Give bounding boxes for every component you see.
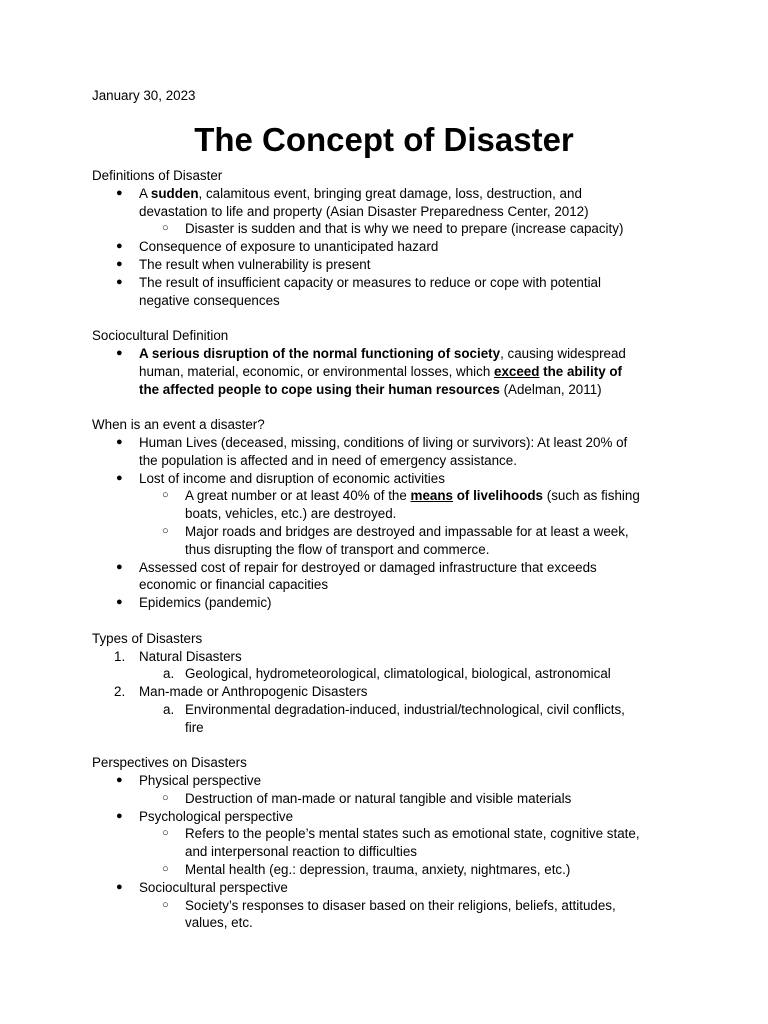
list-item: ● The result when vulnerability is present [116,256,371,272]
circle-marker: ○ [162,863,169,876]
bullet-marker: ● [116,186,123,199]
section-heading: Sociocultural Definition [92,328,229,344]
circle-marker: ○ [162,898,169,911]
circle-marker: ○ [162,524,169,537]
sub-list-item: ○ Major roads and bridges are destroyed and impassable for at least a week, thus disrupting the flow of transport and commerce. [162,523,629,557]
bullet-marker: ● [116,560,123,573]
underlined-emphasis: exceed [494,363,540,379]
list-item: ● A serious disruption of the normal functioning of society, causing widespread human, material, economic, or environmental losses, which exceed the ability of the affected people to cope using their human resources (Adelman, 2011) [116,345,626,397]
section-perspectives [92,754,682,932]
list-item: ● Consequence of exposure to unanticipated hazard [116,239,439,255]
section-heading: Definitions of Disaster [92,168,223,183]
section-sociocultural-definition [92,327,682,398]
list-item: ● Sociocultural perspective [116,879,288,895]
list-item: ● A sudden, calamitous event, bringing great damage, loss, destruction, and devastation to life and property (Asian Disaster Preparedness Center, 2012) [116,185,589,219]
sub-list-item: ○ Mental health (eg.: depression, trauma, anxiety, nightmares, etc.) [162,862,571,878]
bullet-marker: ● [116,774,123,787]
letter-marker: a. [163,666,175,682]
emphasis-text: A serious disruption of the normal functioning of society [139,345,501,361]
section-types-of-disasters [92,630,682,737]
circle-marker: ○ [162,489,169,502]
bullet-marker: ● [116,809,123,822]
list-item: ● Human Lives (deceased, missing, conditions of living or survivors): At least 20% of the population is affected and in need of emergency assistance. [116,434,628,468]
number-marker: 2. [114,684,126,700]
bullet-marker: ● [116,275,123,288]
list-item: ● Assessed cost of repair for destroyed or damaged infrastructure that exceeds economic or financial capacities [116,559,597,593]
lettered-sub-item: a. Geological, hydrometeorological, climatological, biological, astronomical [163,666,611,682]
sub-list-item: ○ Society’s responses to disaser based on their religions, beliefs, attitudes, values, etc. [162,897,616,931]
emphasis-text: sudden [150,185,199,201]
numbered-item: 2. Man-made or Anthropogenic Disasters [114,684,368,700]
section-definitions [92,167,682,309]
letter-marker: a. [163,701,175,717]
list-item: ● Physical perspective [116,773,262,789]
bullet-marker: ● [116,596,123,609]
list-item: ● Lost of income and disruption of economic activities [116,470,445,486]
sub-list-item: ○ Disaster is sudden and that is why we need to prepare (increase capacity) [162,221,624,237]
section-heading: Types of Disasters [92,630,203,646]
document-date: January 30, 2023 [92,88,196,103]
circle-marker: ○ [162,827,169,840]
bullet-marker: ● [116,471,123,484]
bullet-marker: ● [116,257,123,270]
numbered-item: 1. Natural Disasters [114,648,242,664]
circle-marker: ○ [162,222,169,235]
underlined-emphasis: means [410,488,453,504]
bullet-marker: ● [116,880,123,893]
list-item: ● The result of insufficient capacity or measures to reduce or cope with potential negative consequences [116,274,601,308]
section-heading: When is an event a disaster? [92,417,265,433]
sub-list-item: ○ Destruction of man-made or natural tangible and visible materials [162,790,572,806]
list-item: ● Psychological perspective [116,808,294,824]
document-body [92,167,682,950]
section-when-disaster [92,416,682,612]
sub-list-item: ○ A great number or at least 40% of the means of livelihoods (such as fishing boats, vehicles, etc.) are destroyed. [162,488,640,522]
bullet-marker: ● [116,346,123,359]
sub-list-item: ○ Refers to the people’s mental states such as emotional state, cognitive state, and interpersonal reaction to difficulties [162,826,640,860]
bullet-marker: ● [116,240,123,253]
circle-marker: ○ [162,791,169,804]
lettered-sub-item: a. Environmental degradation-induced, industrial/technological, civil conflicts, fire [163,701,625,735]
bullet-marker: ● [116,435,123,448]
list-item: ● Epidemics (pandemic) [116,595,272,611]
number-marker: 1. [114,648,126,664]
section-heading: Perspectives on Disasters [92,755,247,771]
document-title: The Concept of Disaster [194,121,574,158]
